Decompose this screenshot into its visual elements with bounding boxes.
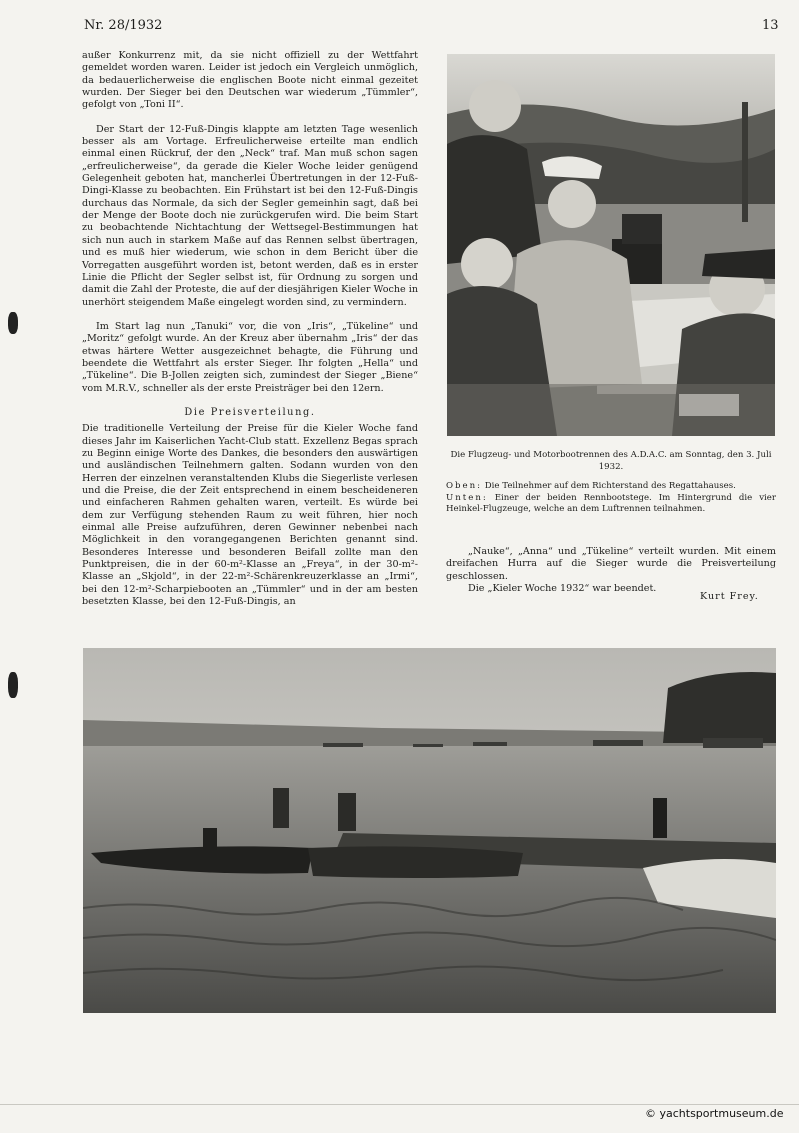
photo-caption: Die Flugzeug- und Motorbootrennen des A.D.A.C. am Sonntag, den 3. Juli 1932. xyxy=(450,450,772,472)
caption-label-bottom: Unten: xyxy=(446,492,488,503)
article-paragraph: außer Konkurrenz mit, da sie nicht offiziell zu der Wettfahrt gemeldet worden waren. Leider ist jedoch ein Vergleich unmöglich, da bedauerlicherweise die englischen Boote nicht einmal gezeitet wurden. Der Sieger bei den Deutschen war wiederum „Tümmler“, gefolgt von „Toni II“. xyxy=(82,50,418,111)
section-heading: Die Preisverteilung. xyxy=(184,406,316,418)
article-paragraph: Im Start lag nun „Tanuki“ vor, die von „Iris“, „Tükeline“ und „Moritz“ gefolgt wurde. An der Kreuz aber übernahm „Iris“ der das etwas härtere Wetter ausgezeichnet behagte, die Führung und beendete die Wettfahrt als erster Sieger. Ihr folgten „Hella“ und „Tükeline“. Die B-Jollen zeigten sich, zumindest der Sieger „Biene“ vom M.R.V., schneller als der erste Preisträger bei den 12ern. xyxy=(82,320,418,394)
article-column xyxy=(82,50,418,620)
article-paragraph: Der Start der 12-Fuß-Dingis klappte am letzten Tage wesenlich besser als am Vortage. Erfreulicherweise erteilte man endlich einmal einen Rückruf, der den „Neck“ traf. Man muß schon sagen „erfreulicherweise“, da gerade die Kieler Woche leider genügend Gelegenheit geboten hat, mancherlei Übertretungen in der 12-Fuß-Dingi-Klasse zu beobachten. Ein Frühstart ist bei den 12-Fuß-Dingis durchaus das Normale, da sich der Segler gemeinhin sagt, daß bei der Menge der Boote doch nie zurückgerufen wird. Die beim Start zu beobachtende Nichtachtung der Wettsegel-Bestimmungen hat sich nun auch in starkem Maße auf das Rennen selbst übertragen, und es muß hier wiederum, wie schon in dem Bericht über die Vorregatten ausgeführt worden ist, betont werden, daß es in erster Linie die Pflicht der Segler selbst ist, für Ordnung zu sorgen und damit die Zahl der Proteste, die auf der diesjährigen Kieler Woche in unerhört steigendem Maße eingelegt worden sind, zu vermindern. xyxy=(82,123,418,308)
article-continuation xyxy=(446,546,776,595)
watermark: © yachtsportmuseum.de xyxy=(645,1107,784,1120)
article-paragraph: Die traditionelle Verteilung der Preise für die Kieler Woche fand dieses Jahr im Kaiserlichen Yacht-Club statt. Exzellenz Begas sprach zu Beginn einige Worte des Dankes, die besonders den auswärtigen und ausländischen Teilnehmern galten. Sodann wurden von den Herren der einzelnen veranstaltenden Klubs die Siegerliste verlesen und die Preise, die der Zeit entsprechend in einem bescheideneren und einfacheren Rahmen gehalten waren, verteilt. Es würde bei dem zur Verfügung stehenden Raum zu weit führen, hier noch einmal alle Preise aufzuführen, deren Gewinner nebenbei nach Möglichkeit in den vorangegangenen Berichten genannt sind. Besonderes Interesse und besonderen Beifall zollte man den Punktpreisen, die in der 60-m²-Klasse an „Freya“, in der 30-m²-Klasse an „Skjold“, in der 22-m²-Schärenkreuzerklasse an „Irmi“, bei den 12-m²-Scharpiebooten an „Tümmler“ und in der am besten besetzten Klasse, bei den 12-Fuß-Dingis, an xyxy=(82,423,418,608)
punch-hole-mark xyxy=(8,672,18,698)
author-signature: Kurt Frey. xyxy=(700,591,759,602)
caption-text-bottom: Einer der beiden Rennbootstege. Im Hintergrund die vier Heinkel-Flugzeuge, welche an dem Luftrennen teilnahmen. xyxy=(446,492,776,514)
punch-hole-mark xyxy=(8,312,18,334)
continuation-paragraph: „Nauke“, „Anna“ und „Tükeline“ verteilt wurden. Mit einem dreifachen Hurra auf die Sieger wurde die Preisverteilung geschlossen. xyxy=(446,546,776,582)
photo-judges-stand xyxy=(447,54,775,436)
footer-rule xyxy=(0,1104,799,1105)
photo-boat-dock xyxy=(83,648,776,1013)
closing-line: Die „Kieler Woche 1932“ war beendet. xyxy=(468,583,657,595)
issue-number: Nr. 28/1932 xyxy=(84,18,163,33)
caption-text-top: Die Teilnehmer auf dem Richterstand des Regattahauses. xyxy=(484,481,736,491)
page-number: 13 xyxy=(762,18,779,33)
caption-label-top: Oben: xyxy=(446,481,483,491)
photo-caption-detail xyxy=(446,481,776,516)
